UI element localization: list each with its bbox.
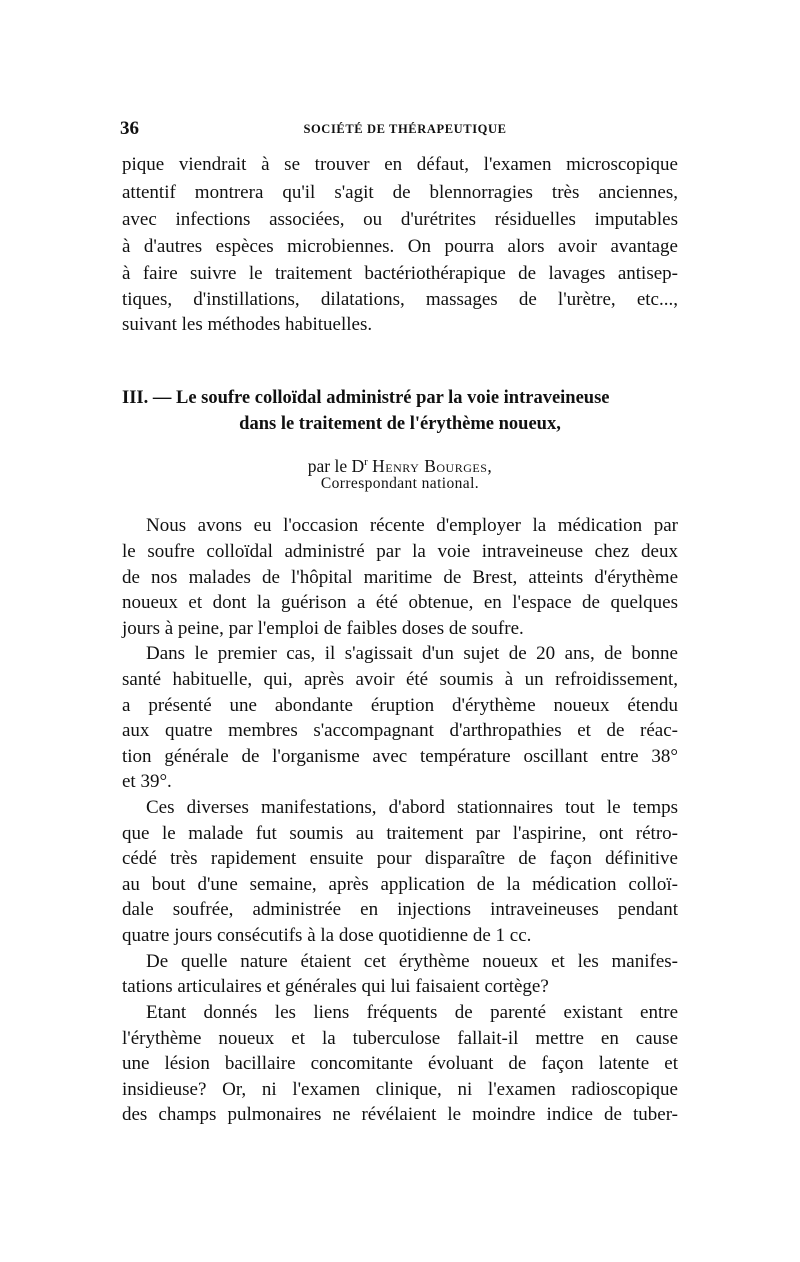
text-line: a présenté une abondante éruption d'érythème noueux étendu: [122, 695, 678, 716]
text-line: De quelle nature étaient cet érythème noueux et les manifes-: [146, 951, 678, 972]
journal-title: SOCIÉTÉ DE THÉRAPEUTIQUE: [303, 122, 507, 136]
text-line: à faire suivre le traitement bactériothérapique de lavages antisep-: [122, 263, 678, 284]
author-name: Henry Bourges,: [372, 455, 493, 476]
text-line: au bout d'une semaine, après application de la médication colloï-: [122, 874, 678, 895]
text-line: tion générale de l'organisme avec température oscillant entre 38°: [122, 746, 678, 767]
text-line: Etant donnés les liens fréquents de parenté existant entre: [146, 1002, 678, 1023]
running-head: [120, 118, 680, 144]
text-line: jours à peine, par l'emploi de faibles doses de soufre.: [122, 618, 524, 639]
text-line: Ces diverses manifestations, d'abord stationnaires tout le temps: [146, 797, 678, 818]
text-line: des champs pulmonaires ne révélaient le moindre indice de tuber-: [122, 1104, 678, 1125]
text-line: une lésion bacillaire concomitante évoluant de façon latente et: [122, 1053, 678, 1074]
article-title: III. — Le soufre colloïdal administré par la voie intraveineuse: [122, 388, 610, 408]
text-line: tations articulaires et générales qui lui faisaient cortège?: [122, 976, 549, 997]
text-line: attentif montrera qu'il s'agit de blennorragies très anciennes,: [122, 182, 678, 203]
text-line: l'érythème noueux et la tuberculose fallait-il mettre en cause: [122, 1028, 678, 1049]
text-line: et 39°.: [122, 771, 172, 792]
article-title-continued: dans le traitement de l'érythème noueux,: [239, 414, 561, 434]
page-number: 36: [120, 118, 139, 139]
text-line: Dans le premier cas, il s'agissait d'un sujet de 20 ans, de bonne: [146, 643, 678, 664]
text-line: à d'autres espèces microbiennes. On pourra alors avoir avantage: [122, 236, 678, 257]
byline: [122, 451, 678, 477]
text-line: tiques, d'instillations, dilatations, massages de l'urètre, etc...,: [122, 289, 678, 310]
text-line: noueux et dont la guérison a été obtenue, en l'espace de quelques: [122, 592, 678, 613]
text-line: pique viendrait à se trouver en défaut, l'examen microscopique: [122, 154, 678, 175]
text-line: le soufre colloïdal administré par la voie intraveineuse chez deux: [122, 541, 678, 562]
text-line: aux quatre membres s'accompagnant d'arthropathies et de réac-: [122, 720, 678, 741]
text-line: dale soufrée, administrée en injections intraveineuses pendant: [122, 899, 678, 920]
text-line: avec infections associées, ou d'urétrites résiduelles imputables: [122, 209, 678, 230]
author-role: Correspondant national.: [320, 475, 480, 492]
text-line: santé habituelle, qui, après avoir été soumis à un refroidissement,: [122, 669, 678, 690]
byline-sup: r: [364, 456, 368, 468]
text-line: cédé très rapidement ensuite pour disparaître de façon définitive: [122, 848, 678, 869]
text-line: insidieuse? Or, ni l'examen clinique, ni l'examen radioscopique: [122, 1079, 678, 1100]
byline-prefix: par le D: [307, 455, 365, 476]
text-line: Nous avons eu l'occasion récente d'employer la médication par: [146, 515, 678, 536]
text-line: que le malade fut soumis au traitement par l'aspirine, ont rétro-: [122, 823, 678, 844]
text-line: suivant les méthodes habituelles.: [122, 314, 373, 335]
text-line: quatre jours consécutifs à la dose quotidienne de 1 cc.: [122, 925, 532, 946]
text-line: de nos malades de l'hôpital maritime de Brest, atteints d'érythème: [122, 567, 678, 588]
